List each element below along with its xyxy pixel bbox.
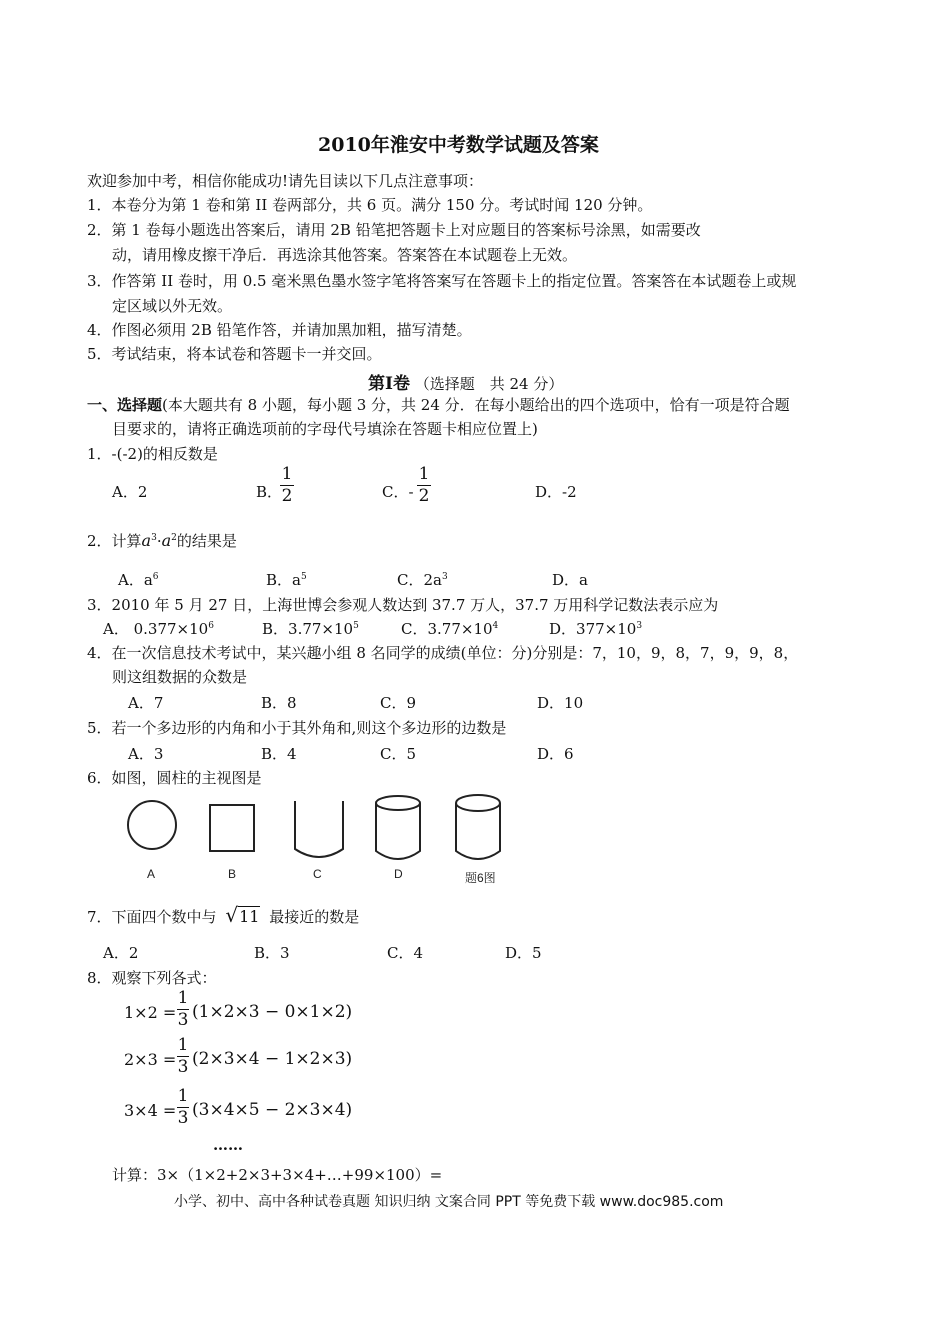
q7-stem-pre: 7．下面四个数中与 <box>87 908 217 926</box>
option-c-cylinder-shape <box>295 801 343 857</box>
figure-label-a: A <box>147 867 156 881</box>
q2-stem-post: 的结果是 <box>176 532 237 550</box>
q3-stem: 3．2010 年 5 月 27 日，上海世博会参观人数达到 37.7 万人，37.7 万用科学记数法表示应为 <box>87 596 719 614</box>
figure-label-b: B <box>228 867 237 881</box>
page-title: 2010年淮安中考数学试题及答案 <box>318 134 599 156</box>
q6-stem: 6．如图，圆柱的主视图是 <box>87 769 262 787</box>
q4-stem-cont: 则这组数据的众数是 <box>112 668 248 686</box>
notice-item-4: 4．作图必须用 2B 铅笔作答，并请加黑加粗，描写清楚。 <box>87 321 472 339</box>
q2-stem <box>87 530 237 551</box>
q4-option-d: D．10 <box>537 694 584 712</box>
part-text: (本大题共有 8 小题，每小题 3 分，共 24 分．在每小题给出的四个选项中，恰有一项是符合题 <box>162 396 790 414</box>
q7-stem <box>87 903 359 927</box>
q5-option-a: A．3 <box>128 745 164 763</box>
page-footer: 小学、初中、高中各种试卷真题 知识归纳 文案合同 PPT 等免费下载 www.doc985.com <box>174 1194 724 1210</box>
option-d-cylinder-shape <box>376 796 420 859</box>
part-instruction <box>87 394 790 415</box>
q3-option-c: C．$3.77\times 10^4$ <box>401 620 499 638</box>
q8-compute: 计算：3×（1×2+2×3+3×4+…+99×100）= <box>112 1166 443 1184</box>
q4-option-b: B．8 <box>261 694 297 712</box>
q2-option-d: D．a <box>552 571 588 589</box>
q8-stem: 8．观察下列各式： <box>87 969 217 987</box>
q8-line-3-fraction: 1 3 <box>177 1086 189 1128</box>
q1-option-b-label: B． <box>256 483 283 501</box>
notice-item-3-cont: 定区域以外无效。 <box>112 297 233 315</box>
section-title: 第Ⅰ卷 <box>368 374 410 394</box>
q7-option-a: A．2 <box>103 944 139 962</box>
q7-option-d: D．5 <box>505 944 542 962</box>
notice-item-2: 2．第 1 卷每小题选出答案后，请用 2B 铅笔把答题卡上对应题目的答案标号涂黑，如需要改 <box>87 221 701 239</box>
notice-item-1: 1．本卷分为第 1 卷和第 II 卷两部分，共 6 页。满分 150 分。考试时闻 120 分钟。 <box>87 196 653 214</box>
q7-stem-post: 最接近的数是 <box>269 908 360 926</box>
q1-option-a: A．2 <box>112 483 148 501</box>
q2-base-1: a <box>141 531 152 550</box>
section-heading <box>368 369 563 394</box>
q1-option-c-label: C．- <box>382 483 414 501</box>
q5-option-b: B．4 <box>261 745 297 763</box>
figure-label-d: D <box>394 867 403 881</box>
q5-option-d: D．6 <box>537 745 574 763</box>
q1-option-c-fraction <box>417 466 431 505</box>
q6-figure <box>115 785 525 895</box>
q8-line-2-rhs: (2×3×4 − 1×2×3) <box>192 1049 353 1069</box>
q8-line-1-lhs: 1×2 = <box>124 1003 177 1022</box>
section-subtitle: （选择题 共 24 分） <box>414 375 564 393</box>
q2-dot: · <box>156 532 162 550</box>
q4-stem: 4．在一次信息技术考试中，某兴趣小组 8 名同学的成绩(单位：分)分别是：7，10，9，8，7，9，9，8， <box>87 644 799 662</box>
q1-option-d: D．-2 <box>535 483 577 501</box>
q4-option-c: C．9 <box>380 694 417 712</box>
notice-item-3: 3．作答第 II 卷时，用 0.5 毫米黑色墨水签字笔将答案写在答题卡上的指定位置。答案答在本试题卷上或规 <box>87 272 797 290</box>
fraction-denominator: 2 <box>281 486 293 506</box>
part-label: 一、选择题 <box>87 396 163 414</box>
q2-option-c: C．$2a^3$ <box>397 571 448 589</box>
q8-line-2-fraction: 1 3 <box>177 1035 189 1077</box>
option-b-rectangle-shape <box>210 805 254 851</box>
q5-option-c: C．5 <box>380 745 417 763</box>
figure-label-c: C <box>313 867 322 881</box>
fraction-numerator: 1 <box>281 464 293 484</box>
q7-option-b: B．3 <box>254 944 290 962</box>
part-text-cont: 目要求的，请将正确选项前的字母代号填涂在答题卡相应位置上) <box>112 420 538 438</box>
q8-line-3-rhs: (3×4×5 − 2×3×4) <box>192 1100 353 1120</box>
notice-item-2-cont: 动，请用橡皮擦干净后．再选涂其他答案。答案答在本试题卷上无效。 <box>112 246 578 264</box>
fraction-numerator: 1 <box>418 464 430 484</box>
q4-option-a: A．7 <box>128 694 164 712</box>
q7-radicand: 11 <box>239 907 260 926</box>
q6-figure-cylinder <box>456 795 500 859</box>
q2-exp-1: 3 <box>151 533 157 543</box>
q8-line-1-rhs: (1×2×3 − 0×1×2) <box>192 1002 353 1022</box>
fraction-denominator: 2 <box>418 486 430 506</box>
q8-line-3-lhs: 3×4 = <box>124 1101 177 1120</box>
q1-option-b-fraction <box>280 466 294 505</box>
q8-line-1-fraction: 1 3 <box>177 988 189 1030</box>
q2-stem-pre: 2．计算 <box>87 532 142 550</box>
q2-exp-2: 2 <box>171 533 177 543</box>
q2-option-a: A．$a^6$ <box>118 571 159 589</box>
radical-sign: √ <box>225 903 239 927</box>
q2-option-b: B．$a^5$ <box>266 571 307 589</box>
q7-option-c: C．4 <box>387 944 424 962</box>
q8-ellipsis: …… <box>213 1136 243 1154</box>
q3-option-a: A． $0.377\times 10^6$ <box>103 620 214 638</box>
notice-item-5: 5．考试结束，将本试卷和答题卡一并交回。 <box>87 345 382 363</box>
notice-intro: 欢迎参加中考，相信你能成功!请先目读以下几点注意事项： <box>87 172 484 190</box>
figure-caption: 题6图 <box>465 871 496 885</box>
q8-line-2-lhs: 2×3 = <box>124 1050 177 1069</box>
q1-stem: 1．-(-2)的相反数是 <box>87 445 218 463</box>
q3-option-d: D．$377\times 10^3$ <box>549 620 643 638</box>
q2-base-2: a <box>161 531 172 550</box>
q5-stem: 5．若一个多边形的内角和小于其外角和,则这个多边形的边数是 <box>87 719 507 737</box>
option-a-circle-shape <box>128 801 176 849</box>
q3-option-b: B．$3.77\times 10^5$ <box>262 620 359 638</box>
q7-sqrt <box>225 903 260 927</box>
